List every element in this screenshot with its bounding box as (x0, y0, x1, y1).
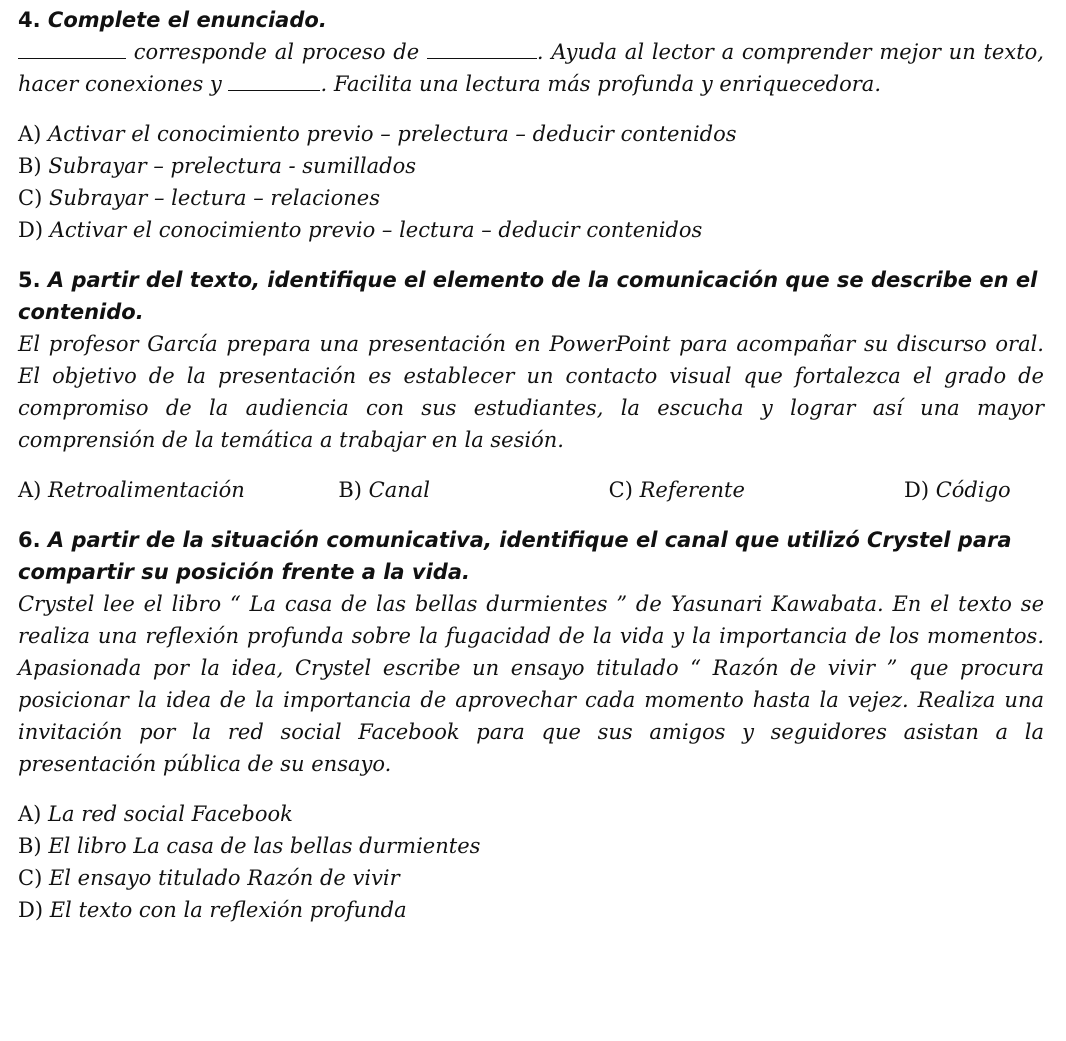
document-page (18, 4, 1044, 926)
answer-blank-3 (228, 70, 320, 91)
option-b (338, 474, 608, 506)
option-b (18, 150, 1044, 182)
option-letter: B) (18, 834, 42, 858)
question-6-text: Crystel lee el libro “ La casa de las bellas durmientes ” de Yasunari Kawabata. En el texto se realiza una reflexión profunda sobre la fugacidad de la vida y la importancia de los momentos. Apasionada por la idea, Crystel escribe un ensayo titulado “ Razón de vivir ” que procura posicionar la idea de la importancia de aprovechar cada momento hasta la vejez. Realiza una invitación por la red social Facebook para que sus amigos y seguidores asistan a la presentación pública de su ensayo. (18, 592, 1044, 776)
option-c (18, 182, 1044, 214)
option-d (18, 214, 1044, 246)
question-5-text: El profesor García prepara una presentación en PowerPoint para acompañar su discurso oral. El objetivo de la presentación es establecer un contacto visual que fortalezca el grado de compromiso de la audiencia con sus estudiantes, la escucha y lograr así una mayor comprensión de la temática a trabajar en la sesión. (18, 332, 1044, 452)
option-text: Referente (639, 478, 745, 502)
option-d (18, 894, 1044, 926)
question-4-number: 4. (18, 8, 41, 32)
option-a (18, 118, 1044, 150)
option-text: Subrayar – lectura – relaciones (48, 186, 380, 210)
option-c (18, 862, 1044, 894)
question-6-options (18, 798, 1044, 926)
option-text: Activar el conocimiento previo – prelectura – deducir contenidos (48, 122, 737, 146)
statement-part-2: . Ayuda al lector a comprender mejor un texto, hacer conexiones y (18, 40, 1044, 96)
option-text: Activar el conocimiento previo – lectura – deducir contenidos (49, 218, 703, 242)
question-4-title (18, 4, 1044, 36)
option-text: El texto con la reflexión profunda (49, 898, 407, 922)
question-5-title-text: A partir del texto, identifique el elemento de la comunicación que se describe en el contenido. (18, 268, 1038, 324)
answer-blank-1 (18, 38, 126, 59)
option-text: Retroalimentación (48, 478, 245, 502)
answer-blank-2 (427, 38, 537, 59)
question-6-title-text: A partir de la situación comunicativa, identifique el canal que utilizó Crystel para compartir su posición frente a la vida. (18, 528, 1012, 584)
option-letter: B) (338, 478, 362, 502)
question-5-options (18, 474, 1044, 506)
option-text: El libro La casa de las bellas durmientes (48, 834, 481, 858)
option-text: Código (935, 478, 1011, 502)
statement-part-3: . Facilita una lectura más profunda y enriquecedora. (320, 72, 881, 96)
statement-part-1: corresponde al proceso de (133, 40, 420, 64)
question-5-number: 5. (18, 268, 41, 292)
option-text: Canal (368, 478, 430, 502)
option-c (609, 474, 904, 506)
option-letter: A) (18, 802, 42, 826)
question-6-title (18, 524, 1044, 588)
question-5-title (18, 264, 1044, 328)
option-text: Subrayar – prelectura - sumillados (48, 154, 417, 178)
option-a (18, 798, 1044, 830)
option-letter: A) (18, 122, 42, 146)
option-letter: C) (608, 478, 633, 502)
question-4-title-text: Complete el enunciado. (47, 8, 327, 32)
option-text: La red social Facebook (48, 802, 293, 826)
question-6-number: 6. (18, 528, 41, 552)
option-text: El ensayo titulado Razón de vivir (48, 866, 400, 890)
option-letter: B) (18, 154, 42, 178)
option-letter: A) (18, 478, 42, 502)
option-a (18, 474, 338, 506)
option-d (904, 474, 1024, 506)
question-6 (18, 524, 1044, 926)
question-4 (18, 4, 1044, 246)
option-letter: C) (18, 186, 43, 210)
option-b (18, 830, 1044, 862)
option-letter: D) (18, 898, 44, 922)
question-4-statement (18, 36, 1044, 100)
option-letter: C) (18, 866, 43, 890)
question-4-options (18, 118, 1044, 246)
option-letter: D) (18, 218, 44, 242)
question-5 (18, 264, 1044, 506)
option-letter: D) (903, 478, 930, 502)
